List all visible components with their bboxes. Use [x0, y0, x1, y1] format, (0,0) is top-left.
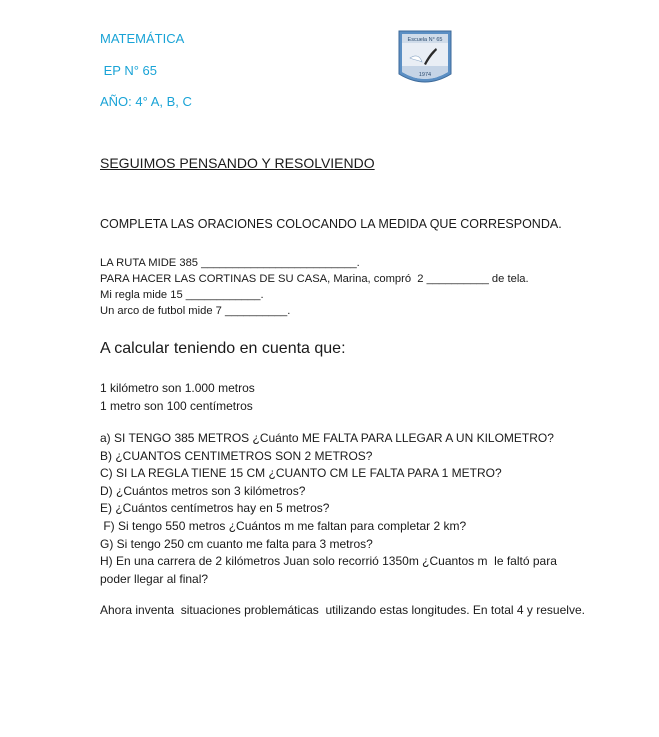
question-h: H) En una carrera de 2 kilómetros Juan solo recorrió 1350m ¿Cuantos m le faltó para	[100, 554, 557, 569]
logo-year-text: 1974	[418, 72, 432, 78]
closing-instruction: Ahora inventa situaciones problemáticas utilizando estas longitudes. En total 4 y resuelve.	[100, 603, 585, 617]
question-b: B) ¿CUANTOS CENTIMETROS SON 2 METROS?	[100, 448, 373, 463]
logo-name-text: Escuela N° 65	[407, 37, 443, 43]
sentence-goal: Un arco de futbol mide 7 __________.	[100, 305, 291, 317]
sentence-route: LA RUTA MIDE 385 _________________________.	[100, 257, 360, 269]
sentence-curtains: PARA HACER LAS CORTINAS DE SU CASA, Marina, compró 2 __________ de tela.	[100, 273, 529, 285]
grade-heading: AÑO: 4° A, B, C	[100, 94, 192, 109]
question-e: E) ¿Cuántos centímetros hay en 5 metros?	[100, 501, 330, 516]
question-h-cont: poder llegar al final?	[100, 571, 209, 586]
fact-km: 1 kilómetro son 1.000 metros	[100, 381, 255, 395]
school-heading: EP N° 65	[100, 63, 157, 78]
question-a: a) SI TENGO 385 METROS ¿Cuánto ME FALTA PARA LLEGAR A UN KILOMETRO?	[100, 431, 554, 445]
section-subtitle: A calcular teniendo en cuenta que:	[100, 340, 346, 357]
question-g: G) Si tengo 250 cm cuanto me falta para 3 metros?	[100, 536, 373, 551]
sentence-list	[100, 255, 529, 319]
questions-list	[100, 430, 557, 588]
question-c: C) SI LA REGLA TIENE 15 CM ¿CUANTO CM LE FALTA PARA 1 METRO?	[100, 466, 502, 481]
instruction: COMPLETA LAS ORACIONES COLOCANDO LA MEDIDA QUE CORRESPONDA.	[100, 217, 562, 231]
school-logo	[396, 28, 454, 88]
facts-list	[100, 379, 255, 415]
page-title: SEGUIMOS PENSANDO Y RESOLVIENDO	[100, 155, 375, 171]
question-f: F) Si tengo 550 metros ¿Cuántos m me faltan para completar 2 km?	[100, 518, 467, 533]
question-d: D) ¿Cuántos metros son 3 kilómetros?	[100, 483, 306, 498]
sentence-ruler: Mi regla mide 15 ____________.	[100, 289, 264, 301]
subject-heading: MATEMÁTICA	[100, 31, 185, 46]
fact-m: 1 metro son 100 centímetros	[100, 399, 253, 413]
